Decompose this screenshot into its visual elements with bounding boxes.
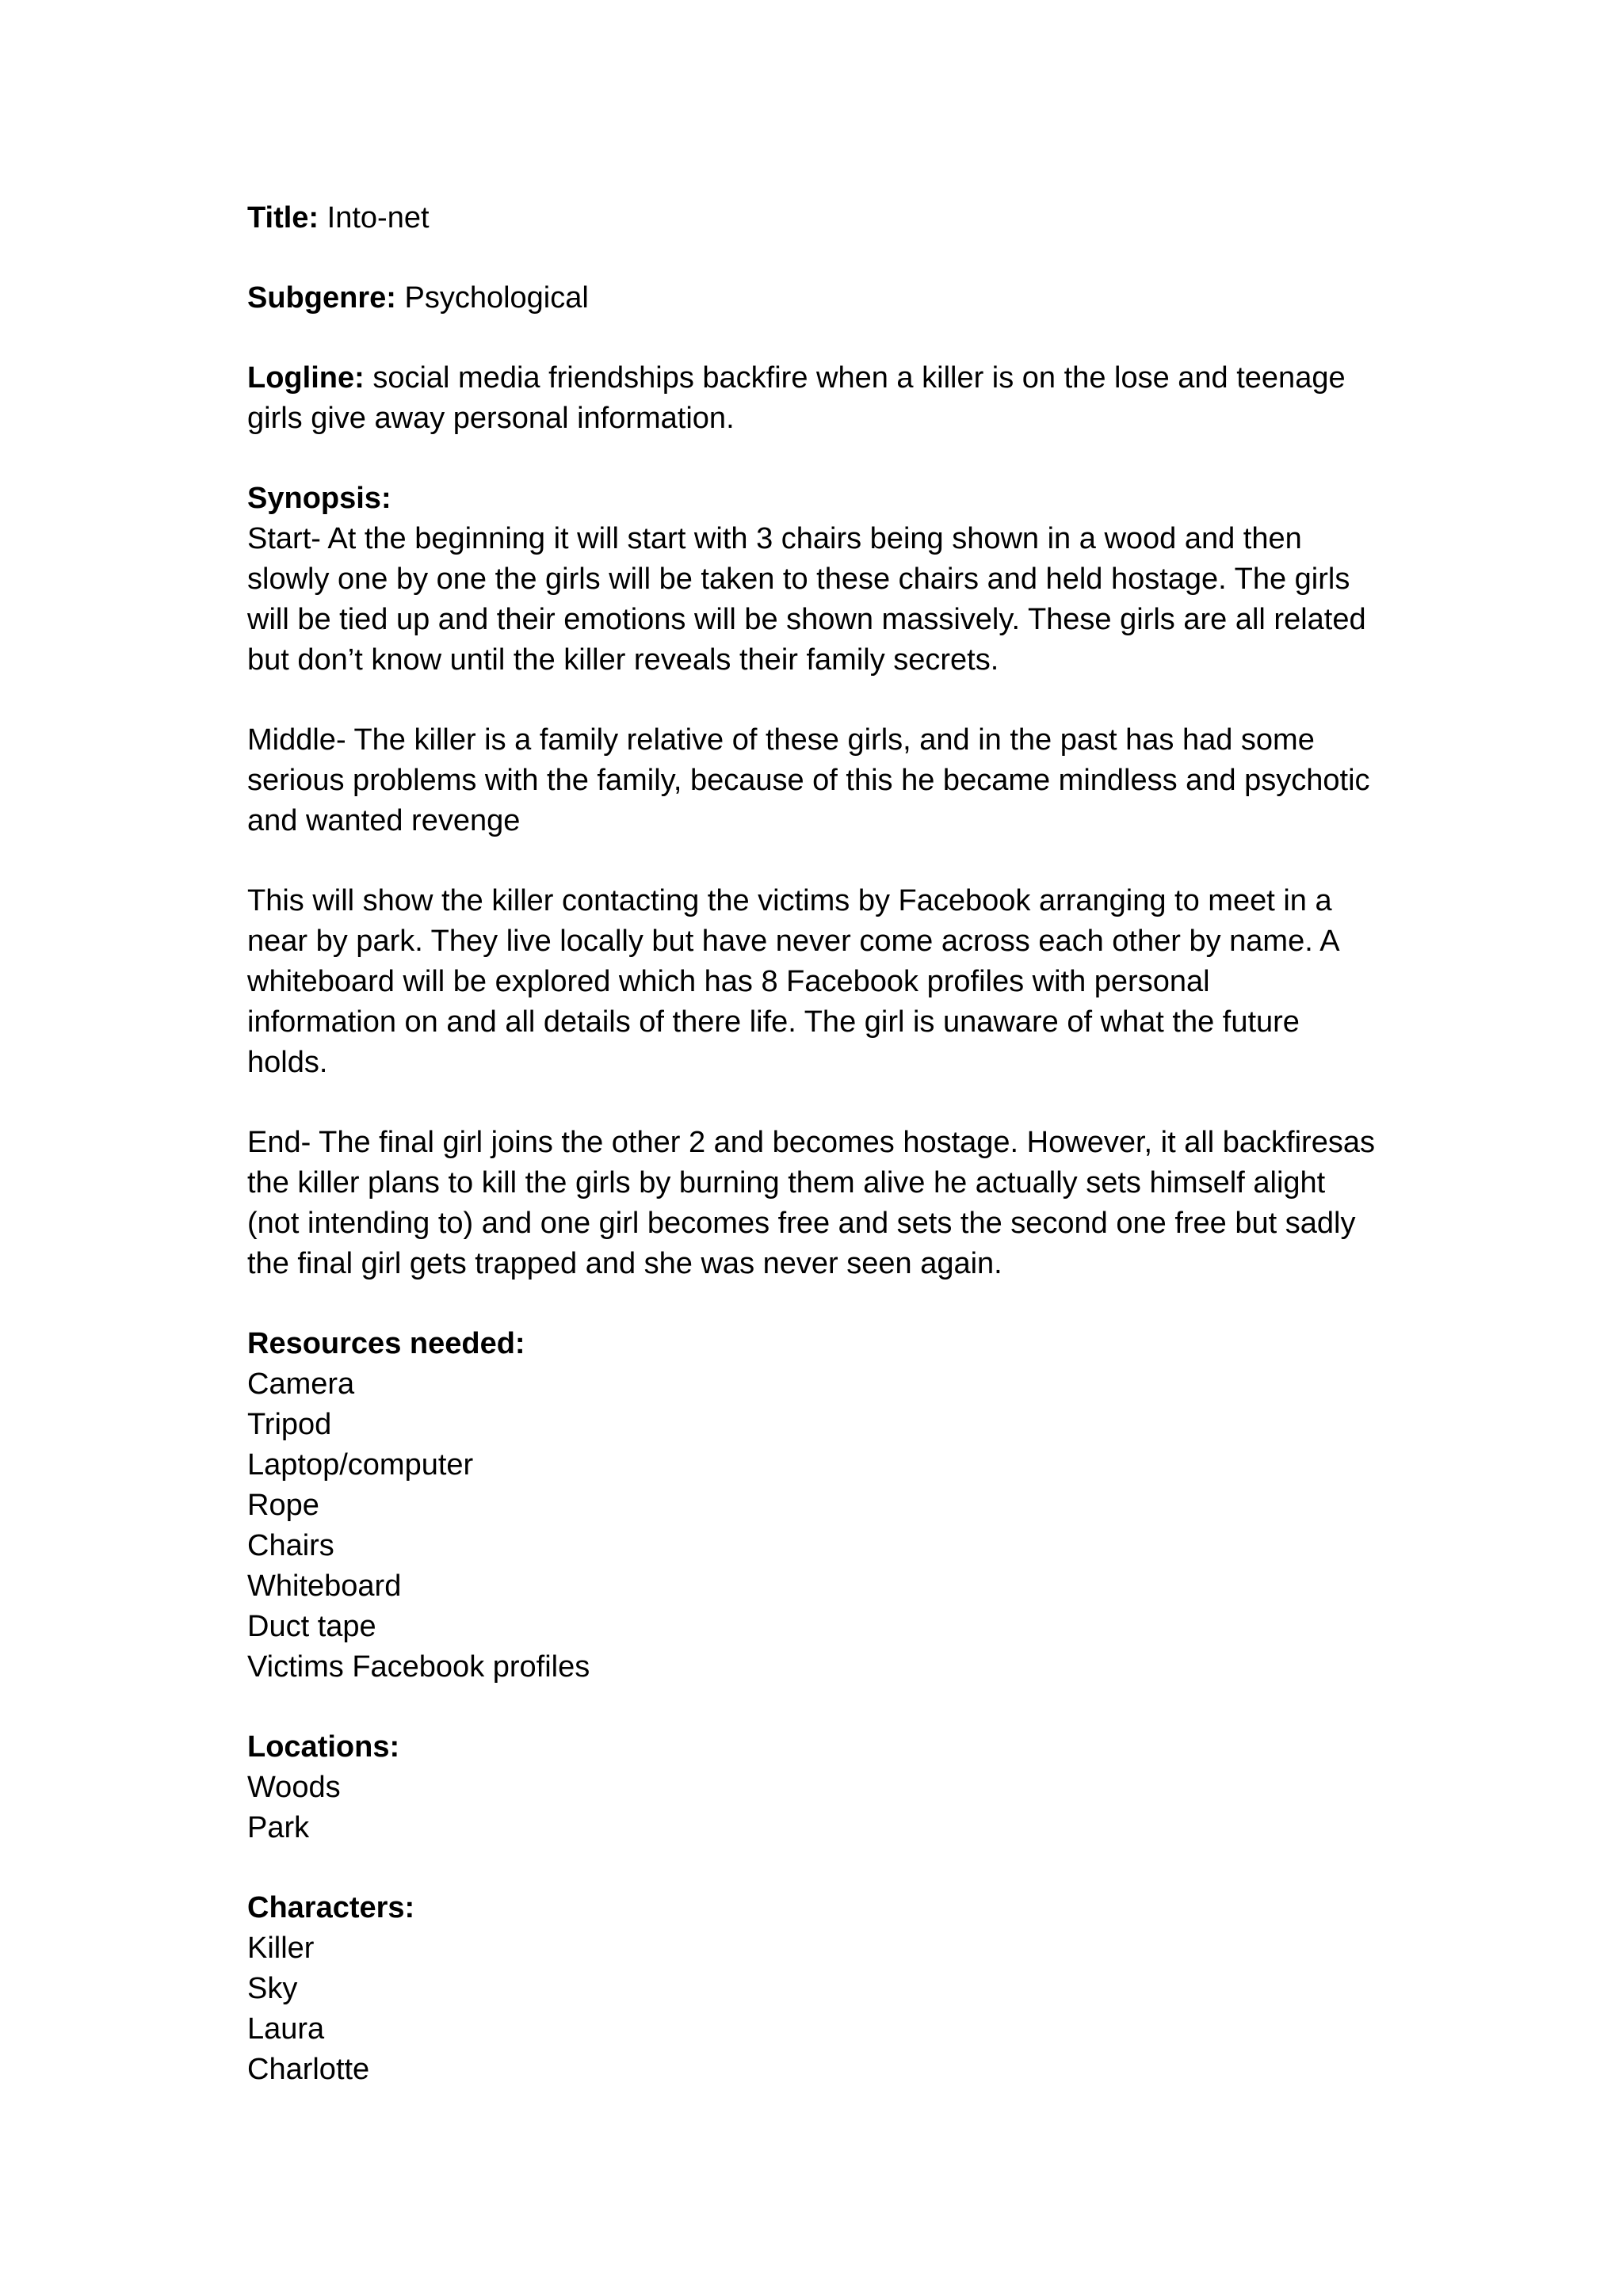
list-item: Woods: [247, 1771, 341, 1804]
title-line: [247, 198, 1412, 238]
logline-line-2: girls give away personal information.: [247, 402, 735, 435]
characters-label: Characters:: [247, 1891, 415, 1924]
synopsis-label: Synopsis:: [247, 482, 391, 515]
synopsis-end-line: the killer plans to kill the girls by burning them alive he actually sets himself alight: [247, 1166, 1326, 1199]
list-item: Duct tape: [247, 1610, 376, 1643]
logline-text-1: social media friendships backfire when a killer is on the lose and teenage: [372, 361, 1346, 395]
title-block: [247, 198, 1412, 238]
synopsis-end-line: (not intending to) and one girl becomes free and sets the second one free but sadly: [247, 1207, 1356, 1240]
subgenre-block: [247, 278, 1412, 318]
list-item: Park: [247, 1811, 310, 1844]
list-item: Victims Facebook profiles: [247, 1650, 590, 1684]
synopsis-block: [247, 479, 1412, 681]
synopsis-start-line: but don’t know until the killer reveals their family secrets.: [247, 643, 999, 677]
synopsis-end-line: End- The final girl joins the other 2 and becomes hostage. However, it all backfiresas: [247, 1126, 1375, 1159]
resources-label: Resources needed:: [247, 1327, 525, 1360]
document-content: [247, 198, 1412, 2130]
locations-list: [247, 1768, 1412, 1848]
list-item: Killer: [247, 1932, 315, 1965]
list-item: Rope: [247, 1489, 319, 1522]
subgenre-label: Subgenre:: [247, 281, 396, 315]
synopsis-contact-line: information on and all details of there life. The girl is unaware of what the future: [247, 1005, 1300, 1039]
synopsis-end-paragraph: [247, 1123, 1412, 1284]
resources-list: [247, 1364, 1412, 1688]
list-item: Tripod: [247, 1408, 332, 1441]
synopsis-contact-paragraph: [247, 881, 1412, 1083]
logline-line-1: [247, 358, 1412, 399]
synopsis-end-line: the final girl gets trapped and she was never seen again.: [247, 1247, 1002, 1280]
list-item: Camera: [247, 1367, 355, 1401]
title-value: Into-net: [327, 201, 430, 235]
synopsis-start-paragraph: [247, 519, 1412, 681]
synopsis-contact-line: whiteboard will be explored which has 8 Facebook profiles with personal: [247, 965, 1210, 998]
synopsis-contact-line: holds.: [247, 1046, 328, 1079]
synopsis-start-line: will be tied up and their emotions will be shown massively. These girls are all related: [247, 603, 1366, 636]
synopsis-contact-line: This will show the killer contacting the victims by Facebook arranging to meet in a: [247, 884, 1332, 917]
synopsis-contact-line: near by park. They live locally but have never come across each other by name. A: [247, 925, 1340, 958]
characters-block: [247, 1888, 1412, 2090]
list-item: Laptop/computer: [247, 1448, 474, 1482]
subgenre-value: Psychological: [404, 281, 589, 315]
logline-block: [247, 358, 1412, 439]
synopsis-start-line: slowly one by one the girls will be taken to these chairs and held hostage. The girls: [247, 563, 1350, 596]
synopsis-middle-line: and wanted revenge: [247, 804, 521, 837]
synopsis-start-line: Start- At the beginning it will start with 3 chairs being shown in a wood and then: [247, 522, 1302, 555]
characters-list: [247, 1928, 1412, 2090]
list-item: Charlotte: [247, 2053, 370, 2086]
locations-label: Locations:: [247, 1730, 400, 1764]
resources-block: [247, 1324, 1412, 1688]
synopsis-middle-paragraph: [247, 720, 1412, 841]
synopsis-middle-line: serious problems with the family, because of this he became mindless and psychotic: [247, 764, 1370, 797]
list-item: Sky: [247, 1972, 298, 2005]
list-item: Whiteboard: [247, 1569, 402, 1603]
logline-label: Logline:: [247, 361, 365, 395]
list-item: Laura: [247, 2012, 325, 2046]
list-item: Chairs: [247, 1529, 334, 1562]
locations-block: [247, 1727, 1412, 1848]
title-label: Title:: [247, 201, 319, 235]
synopsis-middle-line: Middle- The killer is a family relative of these girls, and in the past has had some: [247, 723, 1315, 757]
subgenre-line: [247, 278, 1412, 318]
